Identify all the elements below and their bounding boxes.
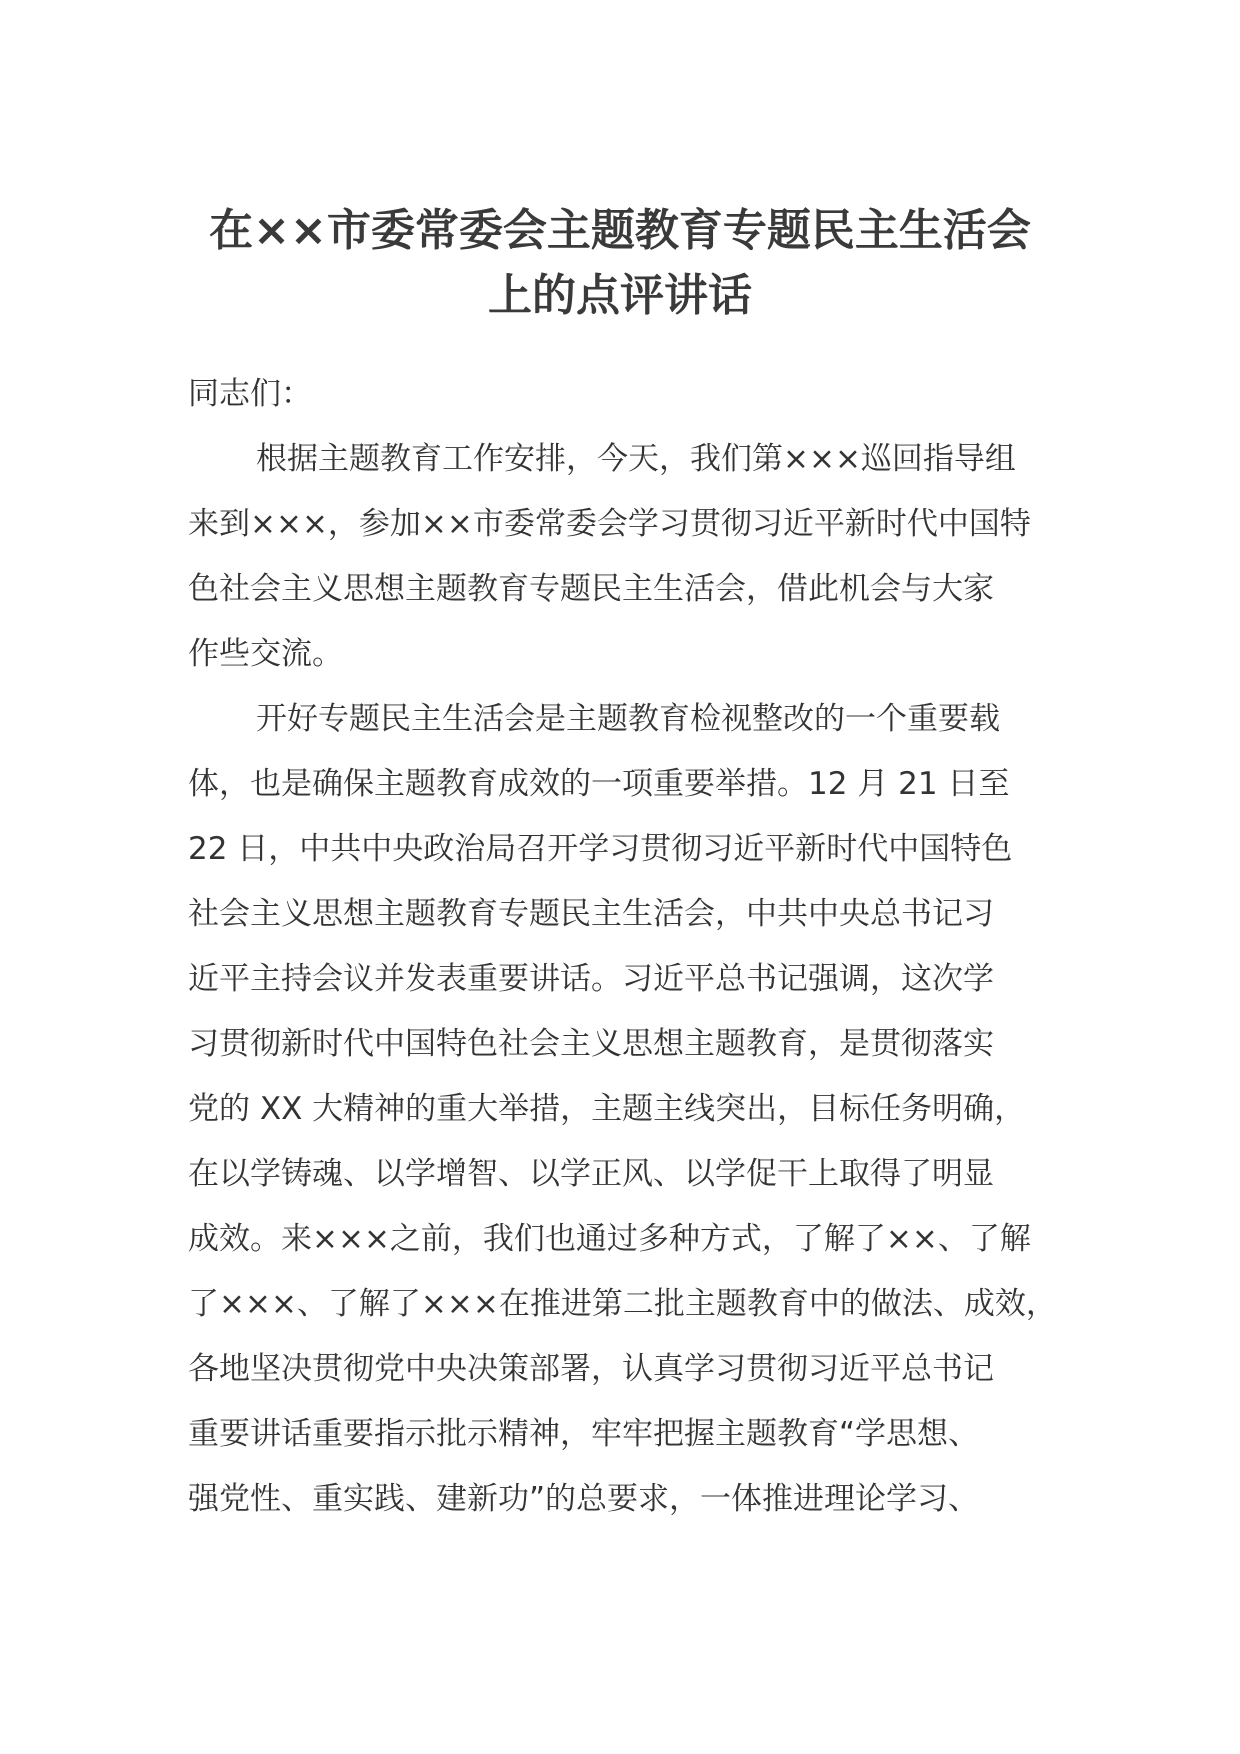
paragraph-line: 近平主持会议并发表重要讲话。习近平总书记强调，这次学: [188, 961, 994, 997]
paragraph-line: 在以学铸魂、以学增智、以学正风、以学促干上取得了明显: [188, 1156, 994, 1192]
paragraph-line: 开好专题民主生活会是主题教育检视整改的一个重要载: [256, 701, 1000, 737]
paragraph-line: 体，也是确保主题教育成效的一项重要举措。12 月 21 日至: [188, 766, 1010, 802]
title-line-1: 在××市委常委会主题教育专题民主生活会: [209, 205, 1031, 256]
paragraph-line: 习贯彻新时代中国特色社会主义思想主题教育，是贯彻落实: [188, 1026, 994, 1062]
title-line-2: 上的点评讲话: [488, 270, 752, 321]
paragraph-line: 色社会主义思想主题教育专题民主生活会，借此机会与大家: [188, 571, 994, 607]
paragraph-line: 来到×××，参加××市委常委会学习贯彻习近平新时代中国特: [188, 506, 1031, 542]
paragraph-line: 成效。来×××之前，我们也通过多种方式，了解了××、了解: [188, 1221, 1031, 1257]
paragraph-line: 22 日，中共中央政治局召开学习贯彻习近平新时代中国特色: [188, 831, 1013, 867]
paragraph-line: 作些交流。: [188, 636, 343, 672]
document-body: [188, 362, 1068, 1532]
paragraph-line: 党的 XX 大精神的重大举措，主题主线突出，目标任务明确，: [188, 1091, 1026, 1127]
salutation: 同志们：: [188, 376, 312, 412]
paragraph-line: 社会主义思想主题教育专题民主生活会，中共中央总书记习: [188, 896, 994, 932]
paragraph-1: [188, 427, 1068, 687]
paragraph-line: 了×××、了解了×××在推进第二批主题教育中的做法、成效，: [188, 1286, 1057, 1322]
paragraph-line: 强党性、重实践、建新功”的总要求，一体推进理论学习、: [188, 1481, 980, 1517]
paragraph-line: 根据主题教育工作安排，今天，我们第×××巡回指导组: [256, 441, 1016, 477]
paragraph-line: 各地坚决贯彻党中央决策部署，认真学习贯彻习近平总书记: [188, 1351, 994, 1387]
paragraph-2: [188, 687, 1068, 1532]
paragraph-line: 重要讲话重要指示批示精神，牢牢把握主题教育“学思想、: [188, 1416, 980, 1452]
document-title: [190, 198, 1050, 328]
